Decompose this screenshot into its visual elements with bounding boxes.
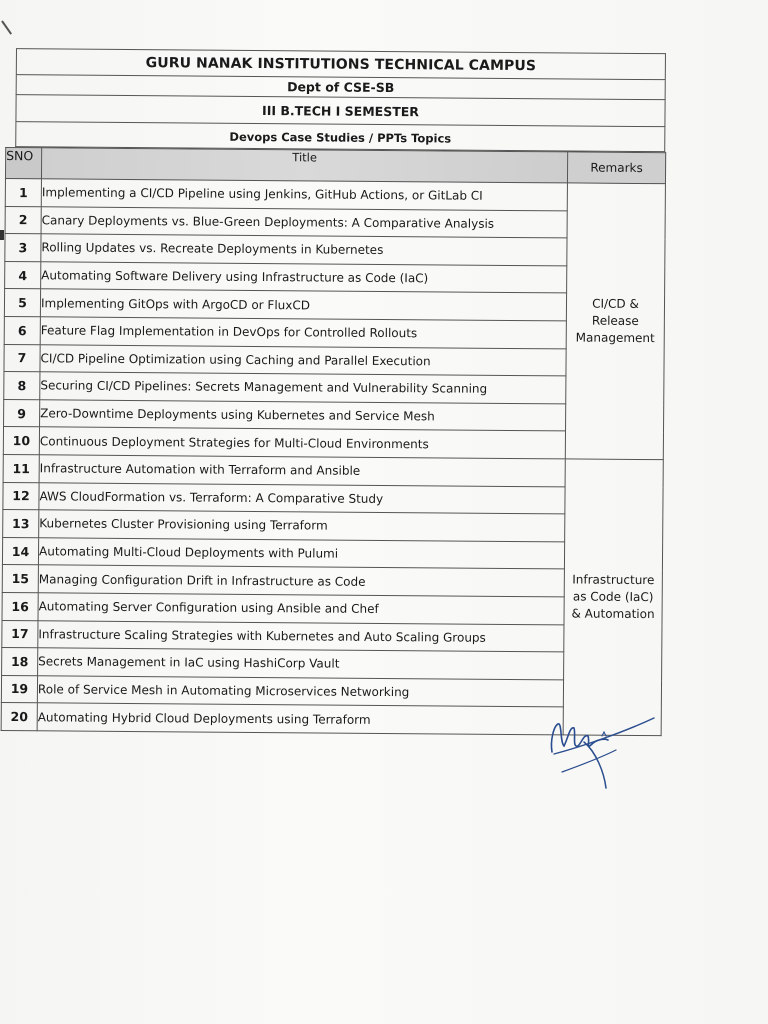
topic-heading: Devops Case Studies / PPTs Topics [15, 122, 665, 152]
row-sno: 2 [5, 206, 41, 234]
row-title: Kubernetes Cluster Provisioning using Terraform [39, 510, 565, 542]
semester-title: III B.TECH I SEMESTER [15, 95, 665, 127]
row-sno: 6 [4, 316, 40, 344]
remarks-line: Management [575, 330, 655, 346]
row-title: Implementing a CI/CD Pipeline using Jenkins, GitHub Actions, or GitLab CI [41, 179, 567, 211]
row-sno: 5 [4, 289, 40, 317]
row-title: Feature Flag Implementation in DevOps for Controlled Rollouts [40, 317, 566, 349]
row-title: Zero-Downtime Deployments using Kubernetes and Service Mesh [40, 400, 566, 432]
row-sno: 14 [2, 537, 38, 565]
topics-table-body [1, 178, 665, 735]
row-title: Role of Service Mesh in Automating Microservices Networking [37, 675, 563, 707]
row-title: Continuous Deployment Strategies for Multi-Cloud Environments [39, 427, 565, 459]
row-title: Automating Hybrid Cloud Deployments using Terraform [37, 703, 563, 735]
row-sno: 19 [1, 675, 37, 703]
topics-table [1, 147, 667, 736]
row-sno: 15 [2, 565, 38, 593]
institution-title: GURU NANAK INSTITUTIONS TECHNICAL CAMPUS [16, 48, 666, 80]
row-title: Automating Software Delivery using Infrastructure as Code (IaC) [41, 262, 567, 294]
remarks-group-1 [565, 183, 665, 460]
row-title: Rolling Updates vs. Recreate Deployments in Kubernetes [41, 234, 567, 266]
row-title: Implementing GitOps with ArgoCD or FluxCD [40, 289, 566, 321]
remarks-line: CI/CD & [592, 296, 639, 311]
signature [544, 712, 659, 792]
row-title: Canary Deployments vs. Blue-Green Deployments: A Comparative Analysis [41, 206, 567, 238]
row-sno: 1 [5, 178, 41, 206]
remarks-line: & Automation [571, 606, 655, 622]
table-header-row [5, 148, 665, 184]
row-title: Infrastructure Automation with Terraform and Ansible [39, 455, 565, 487]
row-title: Automating Multi-Cloud Deployments with Pulumi [38, 537, 564, 569]
row-title: AWS CloudFormation vs. Terraform: A Comparative Study [39, 482, 565, 514]
remarks-line: Release [591, 313, 639, 328]
remarks-line: as Code (IaC) [572, 589, 654, 605]
row-title: Securing CI/CD Pipelines: Secrets Management and Vulnerability Scanning [40, 372, 566, 404]
row-sno: 7 [4, 344, 40, 372]
row-sno: 20 [1, 703, 37, 731]
row-title: Automating Server Configuration using Ansible and Chef [38, 593, 564, 625]
row-title: CI/CD Pipeline Optimization using Caching and Parallel Execution [40, 344, 566, 376]
department-title: Dept of CSE-SB [16, 75, 666, 100]
title-header: Title [41, 148, 567, 183]
row-sno: 4 [5, 261, 41, 289]
row-sno: 18 [2, 648, 38, 676]
row-sno: 3 [5, 234, 41, 262]
row-sno: 8 [4, 372, 40, 400]
sno-header: SNO [5, 148, 41, 179]
document-body [1, 48, 666, 736]
row-sno: 9 [4, 399, 40, 427]
remarks-line: Infrastructure [572, 572, 655, 588]
row-sno: 13 [3, 510, 39, 538]
row-title: Secrets Management in IaC using HashiCorp Vault [38, 648, 564, 680]
remarks-group-2 [563, 459, 663, 736]
row-sno: 11 [3, 454, 39, 482]
row-title: Managing Configuration Drift in Infrastructure as Code [38, 565, 564, 597]
remarks-header: Remarks [567, 152, 665, 184]
row-sno: 12 [3, 482, 39, 510]
row-sno: 10 [3, 427, 39, 455]
row-sno: 16 [2, 592, 38, 620]
scan-mark [0, 230, 4, 240]
row-title: Infrastructure Scaling Strategies with Kubernetes and Auto Scaling Groups [38, 620, 564, 652]
row-sno: 17 [2, 620, 38, 648]
